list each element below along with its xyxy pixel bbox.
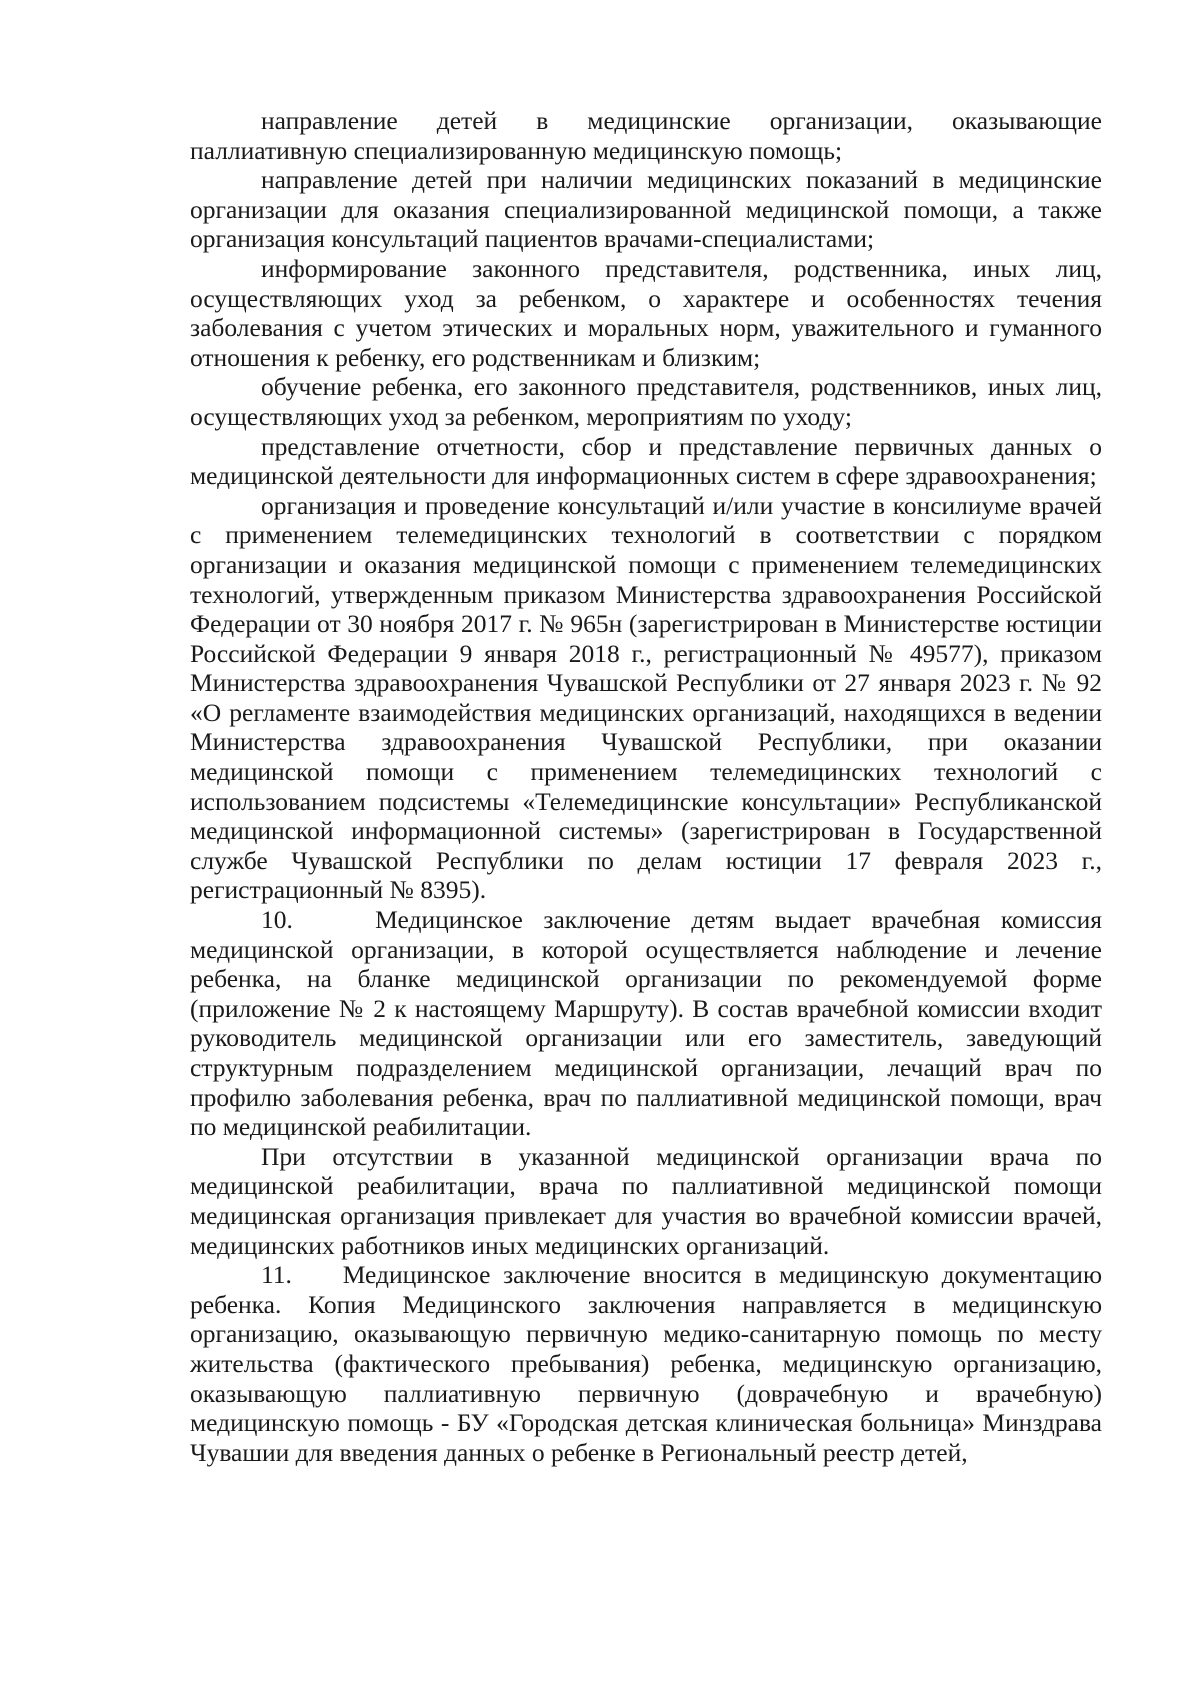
paragraph: направление детей при наличии медицинских показаний в медицинские организации для оказания специализированной медицинской помощи, а также организация консультаций пациентов врачами-специалистами; [190,165,1102,254]
paragraph: организация и проведение консультаций и/или участие в консилиуме врачей с применением телемедицинских технологий в соответствии с порядком организации и оказания медицинской помощи с применением телемедицинских технологий, утвержденным приказом Министерства здравоохранения Российской Федерации от 30 ноября 2017 г. № 965н (зарегистрирован в Министерстве юстиции Российской Федерации 9 января 2018 г., регистрационный № 49577), приказом Министерства здравоохранения Чувашской Республики от 27 января 2023 г. № 92 «О регламенте взаимодействия медицинских организаций, находящихся в ведении Министерства здравоохранения Чувашской Республики, при оказании медицинской помощи с применением телемедицинских технологий с использованием подсистемы «Телемедицинские консультации» Республиканской медицинской информационной системы» (зарегистрирован в Государственной службе Чувашской Республики по делам юстиции 17 февраля 2023 г., регистрационный № 8395). [190,490,1102,905]
paragraph: При отсутствии в указанной медицинской организации врача по медицинской реабилитации, врача по паллиативной медицинской помощи медицинская организация привлекает для участия во врачебной комиссии врачей, медицинских работников иных медицинских организаций. [190,1141,1102,1260]
paragraph: обучение ребенка, его законного представителя, родственников, иных лиц, осуществляющих уход за ребенком, мероприятиям по уходу; [190,372,1102,431]
paragraph: представление отчетности, сбор и представление первичных данных о медицинской деятельности для информационных систем в сфере здравоохранения; [190,431,1102,491]
paragraph: направление детей в медицинские организации, оказывающие паллиативную специализированную медицинскую помощь; [190,106,1102,165]
paragraph-item-11: 11. Медицинское заключение вносится в медицинскую документацию ребенка. Копия Медицинского заключения направляется в медицинскую организацию, оказывающую первичную медико-санитарную помощь по месту жительства (фактического пребывания) ребенка, медицинскую организацию, оказывающую паллиативную первичную (доврачебную и врачебную) медицинскую помощь - БУ «Городская детская клиническая больница» Минздрава Чувашии для введения данных о ребенке в Региональный реестр детей, [190,1260,1109,1467]
paragraph-item-10: 10. Медицинское заключение детям выдает врачебная комиссия медицинской организации, в которой осуществляется наблюдение и лечение ребенка, на бланке медицинской организации по рекомендуемой форме (приложение № 2 к настоящему Маршруту). В состав врачебной комиссии входит руководитель медицинской организации или его заместитель, заведующий структурным подразделением медицинской организации, лечащий врач по профилю заболевания ребенка, врач по паллиативной медицинской помощи, врач по медицинской реабилитации. [190,905,1109,1142]
paragraph: информирование законного представителя, родственника, иных лиц, осуществляющих уход за ребенком, о характере и особенностях течения заболевания с учетом этических и моральных норм, уважительного и гуманного отношения к ребенку, его родственникам и близким; [190,253,1102,372]
document-body [190,106,1109,1467]
